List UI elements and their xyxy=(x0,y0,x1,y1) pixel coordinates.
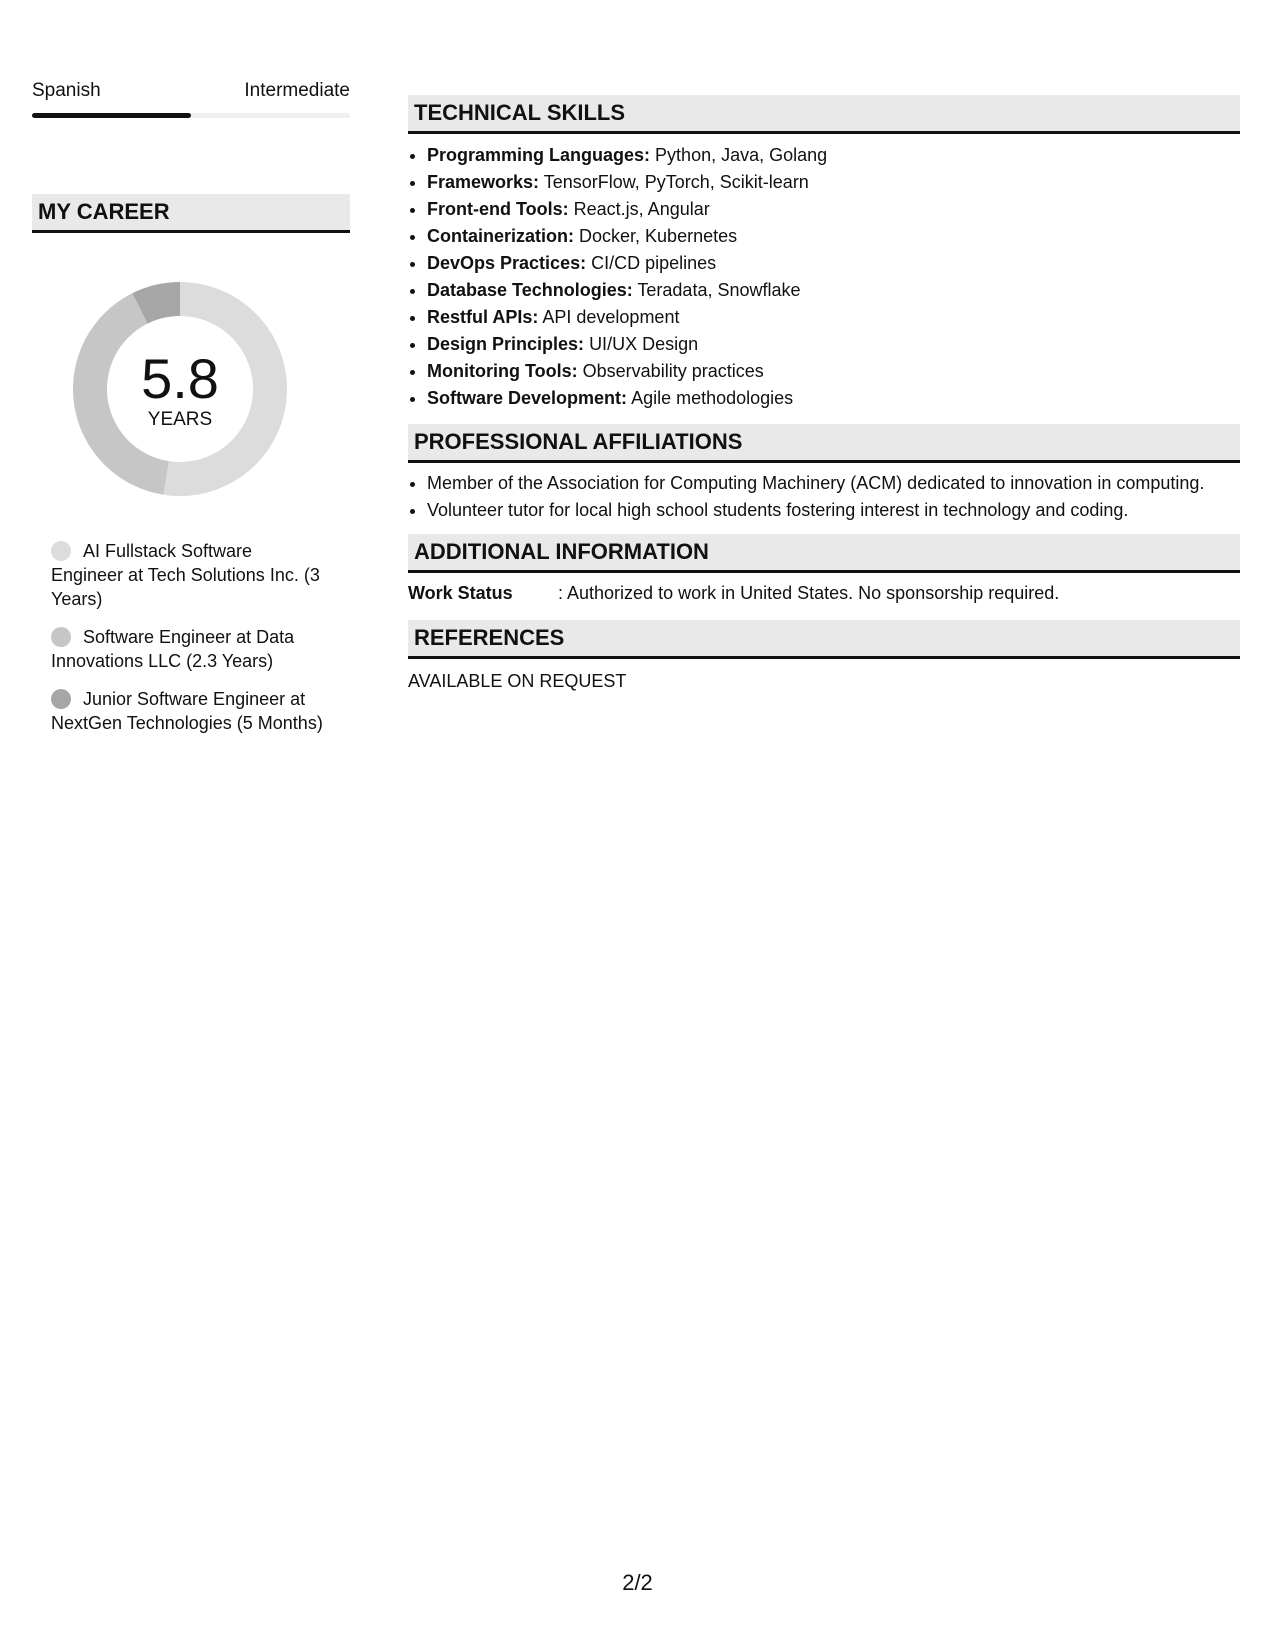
skill-label: Programming Languages: xyxy=(427,145,651,165)
skill-item xyxy=(427,169,1240,196)
skill-label: DevOps Practices: xyxy=(427,253,587,273)
legend-dot-icon xyxy=(51,689,71,709)
skill-label: Design Principles: xyxy=(427,334,585,354)
skill-value: Agile methodologies xyxy=(631,388,794,408)
career-years-unit: YEARS xyxy=(147,409,213,430)
work-status-row xyxy=(408,581,1240,605)
legend-dot-icon xyxy=(51,541,71,561)
skill-label: Front-end Tools: xyxy=(427,199,569,219)
skill-item xyxy=(427,331,1240,358)
career-item-text: Software Engineer at Data Innovations LLC (2.3 Years) xyxy=(51,627,295,671)
skill-item xyxy=(427,277,1240,304)
references-text: AVAILABLE ON REQUEST xyxy=(408,671,627,691)
donut-center xyxy=(66,275,294,503)
skill-label: Monitoring Tools: xyxy=(427,361,578,381)
references-heading: REFERENCES xyxy=(408,620,1240,659)
skill-item xyxy=(427,250,1240,277)
career-heading: MY CAREER xyxy=(32,194,350,233)
career-legend xyxy=(32,539,350,735)
language-proficiency-fill xyxy=(32,113,191,118)
career-total-years: 5.8 xyxy=(141,347,219,410)
skill-value: React.js, Angular xyxy=(573,199,710,219)
left-column xyxy=(32,80,350,749)
affiliation-item: • Volunteer tutor for local high school students fostering interest in technology and coding. xyxy=(427,498,1240,522)
skill-item xyxy=(427,223,1240,250)
skill-value: UI/UX Design xyxy=(589,334,699,354)
skill-label: Database Technologies: xyxy=(427,280,633,300)
work-status-value: : Authorized to work in United States. No sponsorship required. xyxy=(558,583,1060,603)
skill-item xyxy=(427,142,1240,169)
skill-label: Restful APIs: xyxy=(427,307,539,327)
work-status-label: Work Status xyxy=(408,583,513,603)
page-number: 2/2 xyxy=(622,1570,653,1595)
skill-value: TensorFlow, PyTorch, Scikit-learn xyxy=(543,172,809,192)
career-item xyxy=(51,539,323,611)
skill-value: Docker, Kubernetes xyxy=(579,226,738,246)
skills-heading: TECHNICAL SKILLS xyxy=(408,95,1240,134)
skill-label: Containerization: xyxy=(427,226,574,246)
skill-value: Observability practices xyxy=(582,361,764,381)
additional-info-heading: ADDITIONAL INFORMATION xyxy=(408,534,1240,573)
career-item-text: AI Fullstack Software Engineer at Tech Solutions Inc. (3 Years) xyxy=(51,541,320,609)
skill-value: CI/CD pipelines xyxy=(591,253,717,273)
skill-label: Software Development: xyxy=(427,388,628,408)
skill-value: Teradata, Snowflake xyxy=(637,280,801,300)
affiliations-list xyxy=(408,471,1240,522)
skill-label: Frameworks: xyxy=(427,172,540,192)
career-item xyxy=(51,687,323,735)
legend-dot-icon xyxy=(51,627,71,647)
skill-item xyxy=(427,358,1240,385)
affiliations-heading: PROFESSIONAL AFFILIATIONS xyxy=(408,424,1240,463)
career-item xyxy=(51,625,323,673)
right-column xyxy=(408,95,1240,693)
career-item-text: Junior Software Engineer at NextGen Technologies (5 Months) xyxy=(51,689,323,733)
skill-value: Python, Java, Golang xyxy=(655,145,828,165)
language-row xyxy=(32,80,350,102)
skills-list xyxy=(408,142,1240,412)
skill-item xyxy=(427,385,1240,412)
skill-value: API development xyxy=(542,307,680,327)
affiliation-item: • Member of the Association for Computing Machinery (ACM) dedicated to innovation in computing. xyxy=(427,471,1240,495)
skill-item xyxy=(427,304,1240,331)
language-name: Spanish xyxy=(32,80,101,101)
career-donut-chart xyxy=(66,275,294,503)
language-level: Intermediate xyxy=(244,80,350,101)
language-proficiency-bar xyxy=(32,113,350,118)
skill-item xyxy=(427,196,1240,223)
